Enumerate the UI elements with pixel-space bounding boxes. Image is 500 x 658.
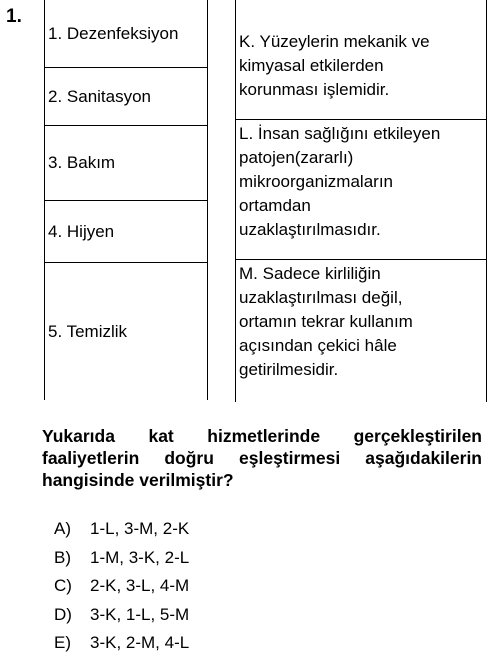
definition-line: patojen(zararlı) (239, 148, 354, 167)
option-text: 1-M, 3-K, 2-L (90, 547, 190, 567)
option-text: 2-K, 3-L, 4-M (90, 576, 190, 596)
option-text: 1-L, 3-M, 2-K (90, 519, 190, 539)
option-d[interactable] (54, 601, 189, 630)
definition-k (236, 30, 486, 102)
answer-options (54, 515, 189, 658)
option-letter: D) (54, 604, 72, 624)
term-item: 5. Temizlik (48, 321, 128, 341)
definitions-column (235, 0, 487, 402)
definition-line: ortamdan (239, 196, 311, 215)
definition-line: mikroorganizmaların (239, 172, 393, 191)
option-letter: B) (54, 547, 71, 567)
option-a[interactable] (54, 515, 189, 544)
question-number: 1. (6, 6, 22, 27)
option-e[interactable] (54, 629, 189, 658)
definition-divider (236, 259, 486, 260)
terms-column (44, 0, 208, 400)
definition-divider (236, 119, 486, 120)
option-letter: A) (54, 519, 71, 539)
definition-line: K. Yüzeylerin mekanik ve (239, 32, 430, 51)
definition-line: korunması işlemidir. (239, 80, 390, 99)
definition-line: L. İnsan sağlığını etkileyen (239, 124, 441, 143)
definition-line: getirilmesidir. (239, 360, 339, 379)
term-item: 3. Bakım (45, 126, 207, 201)
definition-line: M. Sadece kirliliğin (239, 264, 381, 283)
definition-m (236, 262, 486, 382)
definition-line: uzaklaştırılması değil, (239, 288, 403, 307)
definition-line: kimyasal etkilerden (239, 56, 384, 75)
option-b[interactable] (54, 544, 189, 573)
option-letter: C) (54, 576, 72, 596)
option-text: 3-K, 2-M, 4-L (90, 633, 190, 653)
definition-l (236, 122, 486, 242)
definition-line: ortamın tekrar kullanım (239, 312, 413, 331)
term-item: 1. Dezenfeksiyon (45, 0, 207, 68)
definition-line: uzaklaştırılmasıdır. (239, 220, 381, 239)
definition-line: açısından çekici hâle (239, 336, 397, 355)
question-text: Yukarıda kat hizmetlerinde gerçekleştirilen faaliyetlerin doğru eşleştirmesi aşağıdakilerin hangisinde verilmiştir? (42, 426, 482, 490)
option-c[interactable] (54, 572, 189, 601)
term-item: 2. Sanitasyon (45, 68, 207, 126)
option-text: 3-K, 1-L, 5-M (90, 604, 190, 624)
option-letter: E) (54, 633, 71, 653)
term-item: 4. Hijyen (45, 201, 207, 263)
